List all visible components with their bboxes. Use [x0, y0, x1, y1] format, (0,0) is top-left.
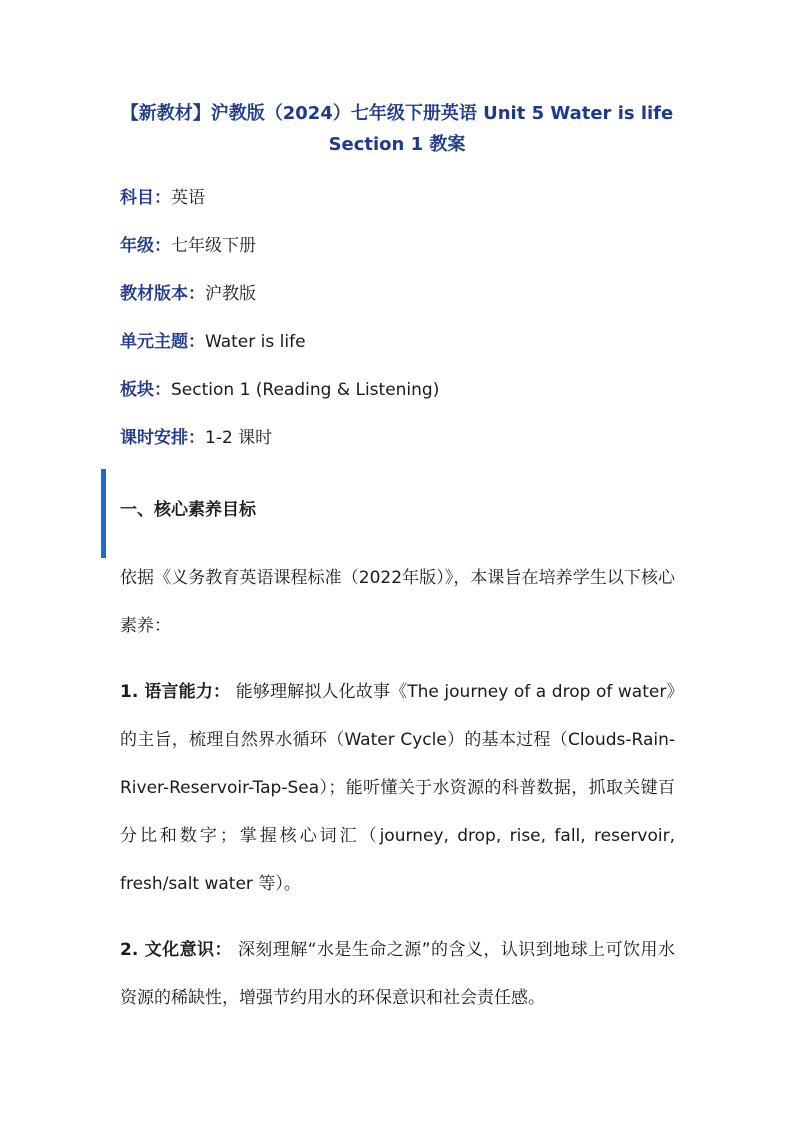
- section-intro: 依据《义务教育英语课程标准（2022年版）》，本课旨在培养学生以下核心素养：: [120, 568, 675, 636]
- meta-subject-value: 英语: [171, 188, 205, 208]
- title-line-1: 【新教材】沪教版（2024）七年级下册英语 Unit 5 Water is life: [120, 103, 674, 124]
- meta-textbook-edition-label: 教材版本：: [120, 284, 205, 304]
- document-title: [100, 98, 694, 160]
- meta-periods-label: 课时安排：: [120, 428, 205, 448]
- goal-language-ability-text: 能够理解拟人化故事《The journey of a drop of water》的主旨，梳理自然界水循环（Water Cycle）的基本过程（Clouds-Rain-River-Reservoir-Tap-Sea）；能听懂关于水资源的科普数据，抓取关键百分比和数字；掌握核心词汇（journey, drop, rise, fall, reservoir, fresh/salt water 等）。: [120, 682, 675, 894]
- title-line-2: Section 1 教案: [328, 134, 466, 155]
- meta-section-value: Section 1 (Reading & Listening): [171, 380, 440, 400]
- goal-cultural-awareness-label: 2. 文化意识：: [120, 940, 232, 960]
- meta-grade-label: 年级：: [120, 236, 171, 256]
- section-heading: 一、核心素养目标: [120, 500, 256, 520]
- section-accent-bar: [101, 469, 106, 558]
- meta-unit-theme: [120, 330, 306, 354]
- meta-grade-value: 七年级下册: [171, 236, 256, 256]
- meta-textbook-edition-value: 沪教版: [205, 284, 256, 304]
- meta-subject: [120, 186, 205, 210]
- meta-periods: [120, 426, 272, 450]
- meta-subject-label: 科目：: [120, 188, 171, 208]
- meta-textbook-edition: [120, 282, 256, 306]
- meta-periods-value: 1-2 课时: [205, 428, 273, 448]
- meta-section-label: 板块：: [120, 380, 171, 400]
- meta-unit-theme-label: 单元主题：: [120, 332, 205, 352]
- meta-unit-theme-value: Water is life: [205, 332, 306, 352]
- goal-language-ability-label: 1. 语言能力：: [120, 682, 231, 702]
- goal-cultural-awareness: [120, 926, 675, 1022]
- meta-section: [120, 378, 439, 402]
- goal-cultural-awareness-text: 深刻理解“水是生命之源”的含义，认识到地球上可饮用水资源的稀缺性，增强节约用水的环保意识和社会责任感。: [120, 940, 675, 1008]
- meta-grade: [120, 234, 256, 258]
- goal-language-ability: [120, 668, 675, 908]
